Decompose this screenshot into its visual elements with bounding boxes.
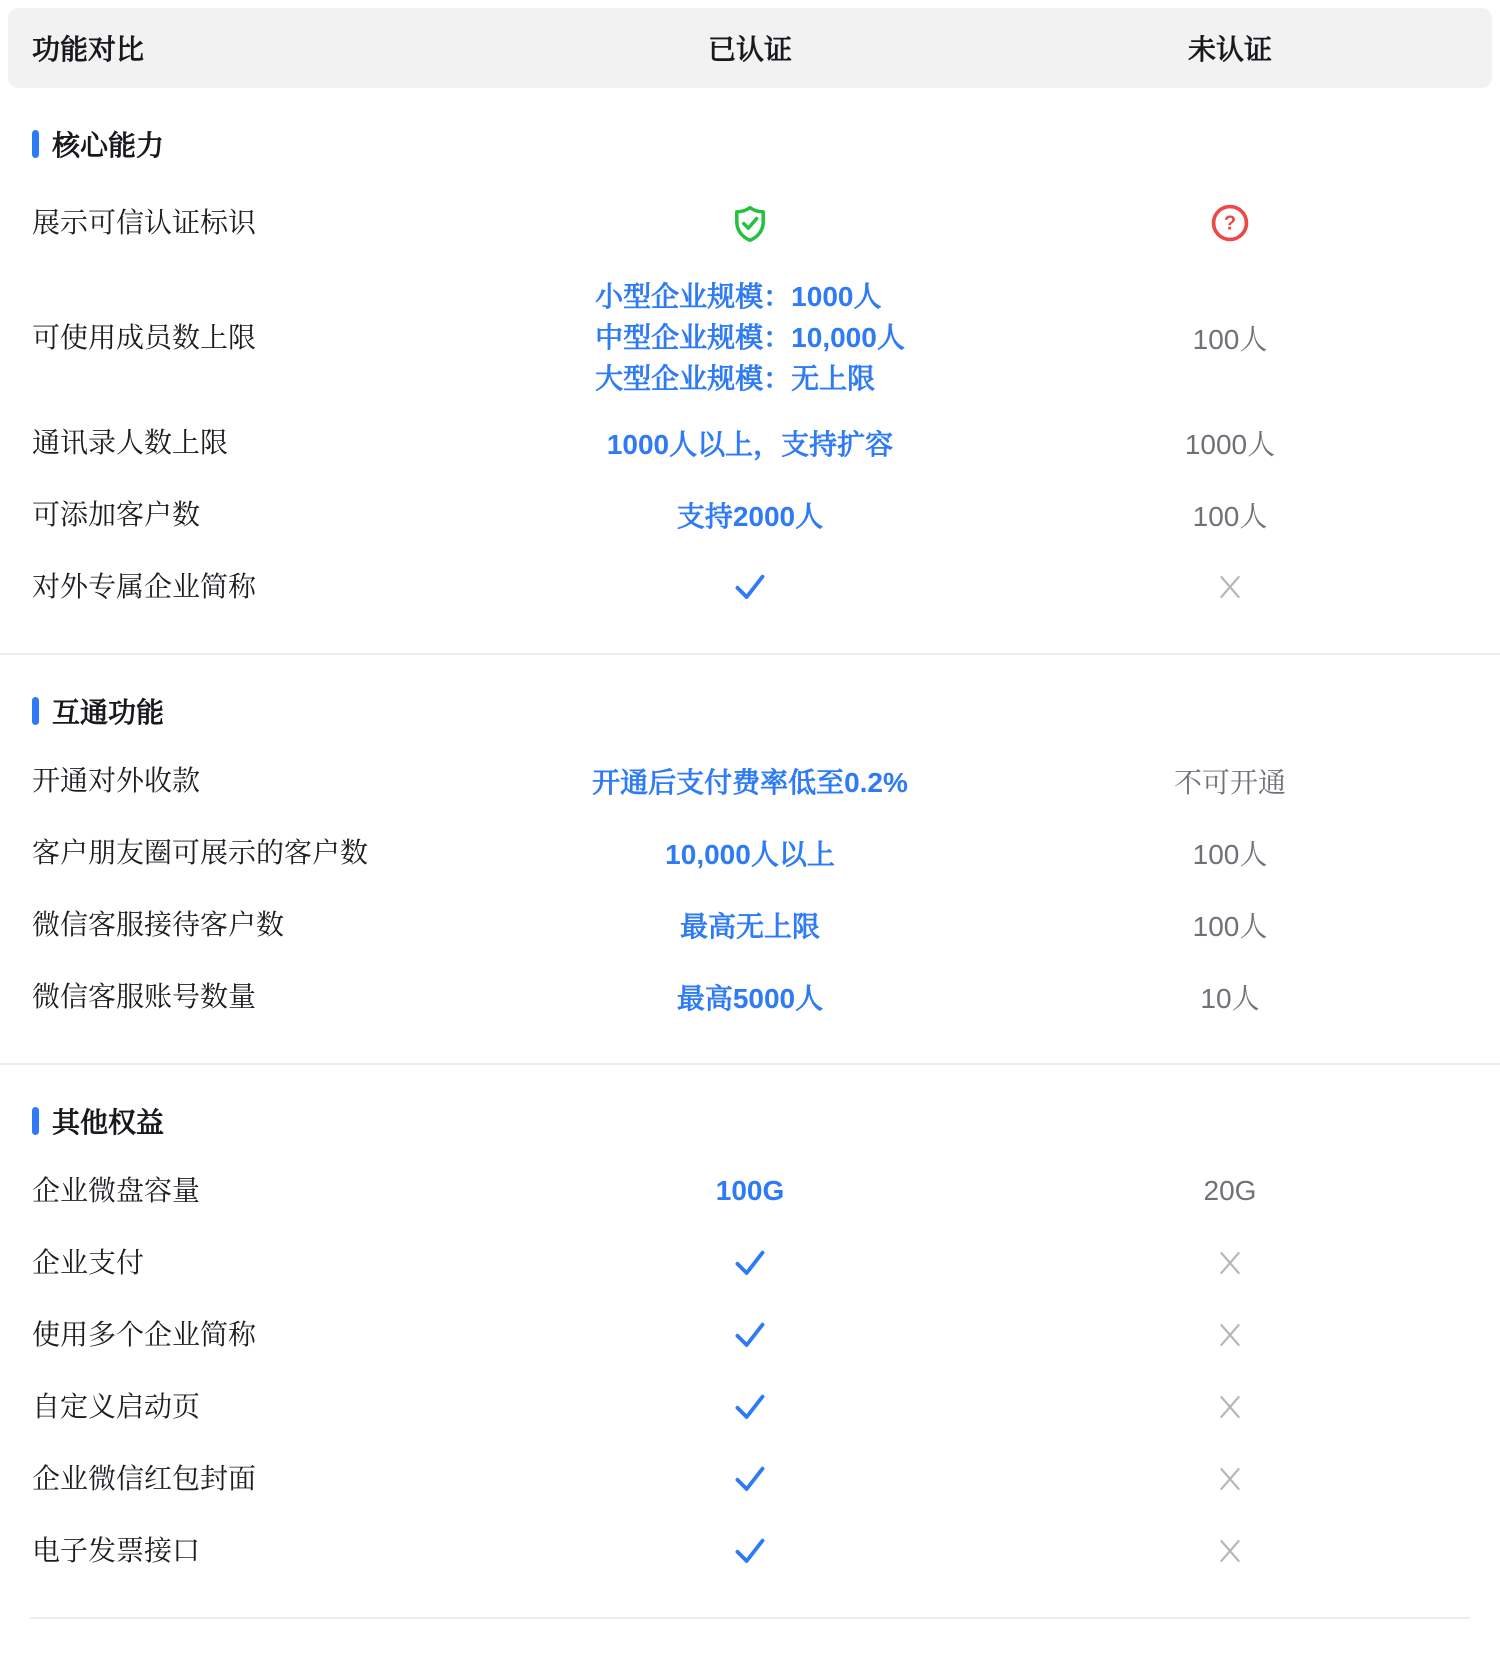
feature-label: 企业支付 <box>32 1247 145 1278</box>
feature-label: 客户朋友圈可展示的客户数 <box>32 837 369 868</box>
value-text: 100人 <box>1192 911 1268 942</box>
unverified-value-cell <box>1040 1175 1420 1207</box>
table-row <box>0 1515 1500 1587</box>
check-icon <box>730 1246 770 1280</box>
header-feature-column: 功能对比 <box>32 34 145 65</box>
section-title <box>0 124 1500 164</box>
value-line: 大型企业规模：无上限 <box>595 363 876 394</box>
unverified-value-cell <box>1040 495 1420 535</box>
value-text: 支持2000人 <box>676 501 824 532</box>
verified-value-cell <box>460 761 1040 801</box>
value-text: 1000人以上，支持扩容 <box>606 429 894 460</box>
feature-label: 通讯录人数上限 <box>32 427 229 458</box>
feature-label: 开通对外收款 <box>32 765 201 796</box>
check-icon <box>730 1390 770 1424</box>
value-line: 小型企业规模：1000人 <box>595 281 882 312</box>
verified-value-cell <box>460 1318 1040 1352</box>
table-row <box>0 745 1500 817</box>
section-divider <box>30 1617 1470 1619</box>
section-1 <box>0 124 1500 625</box>
feature-label: 微信客服接待客户数 <box>32 909 285 940</box>
cross-icon <box>1214 1463 1246 1495</box>
value-text: 20G <box>1203 1175 1257 1206</box>
cross-icon <box>1214 1319 1246 1351</box>
header-unverified-column: 未认证 <box>1187 34 1272 65</box>
cross-icon <box>1214 1535 1246 1567</box>
unverified-value-cell <box>1040 977 1420 1017</box>
check-icon <box>730 570 770 604</box>
comparison-sections <box>0 124 1500 1619</box>
value-text: 100人 <box>1192 501 1268 532</box>
verified-value-cell <box>460 1534 1040 1568</box>
question-circle-icon <box>1209 202 1251 244</box>
table-row <box>0 961 1500 1033</box>
table-row <box>0 479 1500 551</box>
feature-label: 微信客服账号数量 <box>32 981 257 1012</box>
section-accent-bar-icon <box>32 130 39 158</box>
verified-value-cell <box>460 423 1040 463</box>
check-icon <box>730 1534 770 1568</box>
value-text: 10人 <box>1200 983 1260 1014</box>
check-icon <box>730 1462 770 1496</box>
feature-label: 使用多个企业简称 <box>32 1319 257 1350</box>
unverified-value-cell <box>1040 423 1420 463</box>
section-divider <box>0 653 1500 655</box>
feature-label: 企业微盘容量 <box>32 1175 201 1206</box>
unverified-value-cell <box>1040 1319 1420 1351</box>
section-title <box>0 691 1500 731</box>
value-text: 10,000人以上 <box>665 839 835 870</box>
verified-value-cell <box>460 1390 1040 1424</box>
value-text: 1000人 <box>1184 429 1276 460</box>
table-row <box>0 1299 1500 1371</box>
section-divider <box>0 1063 1500 1065</box>
verified-value-cell <box>460 905 1040 945</box>
table-row <box>0 1371 1500 1443</box>
feature-label: 电子发票接口 <box>32 1535 201 1566</box>
section-title-text: 其他权益 <box>52 1107 165 1138</box>
verified-value-cell <box>460 833 1040 873</box>
table-row <box>0 178 1500 268</box>
table-row <box>0 407 1500 479</box>
verified-value-cell <box>460 1462 1040 1496</box>
value-text: 100人 <box>1192 839 1268 870</box>
value-text: 最高5000人 <box>676 983 824 1014</box>
table-row <box>0 1443 1500 1515</box>
unverified-value-cell <box>1040 1391 1420 1423</box>
svg-text:?: ? <box>1223 212 1237 235</box>
unverified-value-cell <box>1040 1535 1420 1567</box>
check-icon <box>730 1318 770 1352</box>
cross-icon <box>1214 1247 1246 1279</box>
value-multiline <box>595 268 905 407</box>
feature-label: 企业微信红包封面 <box>32 1463 257 1494</box>
section-accent-bar-icon <box>32 1107 39 1135</box>
verified-value-cell <box>460 268 1040 407</box>
feature-label: 可使用成员数上限 <box>32 321 257 353</box>
feature-label: 自定义启动页 <box>32 1391 201 1422</box>
feature-label: 展示可信认证标识 <box>32 207 257 238</box>
value-text: 不可开通 <box>1173 767 1286 798</box>
verified-value-cell <box>460 495 1040 535</box>
verified-value-cell <box>460 1175 1040 1207</box>
feature-comparison-page <box>0 8 1500 1619</box>
section-title-text: 核心能力 <box>52 130 165 161</box>
shield-check-icon <box>728 200 772 246</box>
table-row <box>0 1227 1500 1299</box>
value-text: 开通后支付费率低至0.2% <box>592 767 908 798</box>
feature-label: 对外专属企业简称 <box>32 571 257 602</box>
table-row <box>0 551 1500 623</box>
verified-value-cell <box>460 977 1040 1017</box>
table-row <box>0 268 1500 407</box>
unverified-value-cell <box>1040 761 1420 801</box>
table-row <box>0 889 1500 961</box>
verified-value-cell <box>460 570 1040 604</box>
unverified-value-cell <box>1040 1463 1420 1495</box>
feature-label: 可添加客户数 <box>32 499 201 530</box>
cross-icon <box>1214 1391 1246 1423</box>
value-text: 100G <box>715 1175 785 1206</box>
section-accent-bar-icon <box>32 697 39 725</box>
section-title <box>0 1101 1500 1141</box>
verified-value-cell <box>460 200 1040 246</box>
section-title-text: 互通功能 <box>52 697 165 728</box>
unverified-value-cell <box>1040 571 1420 603</box>
section-3 <box>0 1101 1500 1589</box>
unverified-value-cell <box>1040 202 1420 244</box>
table-header-row <box>8 8 1492 88</box>
header-verified-column: 已认证 <box>707 34 792 65</box>
table-row <box>0 817 1500 889</box>
table-row <box>0 1155 1500 1227</box>
unverified-value-cell <box>1040 318 1420 358</box>
unverified-value-cell <box>1040 833 1420 873</box>
unverified-value-cell <box>1040 905 1420 945</box>
value-line: 中型企业规模：10,000人 <box>595 322 905 353</box>
value-text: 100人 <box>1192 323 1268 355</box>
unverified-value-cell <box>1040 1247 1420 1279</box>
verified-value-cell <box>460 1246 1040 1280</box>
cross-icon <box>1214 571 1246 603</box>
section-2 <box>0 691 1500 1035</box>
value-text: 最高无上限 <box>679 911 820 942</box>
